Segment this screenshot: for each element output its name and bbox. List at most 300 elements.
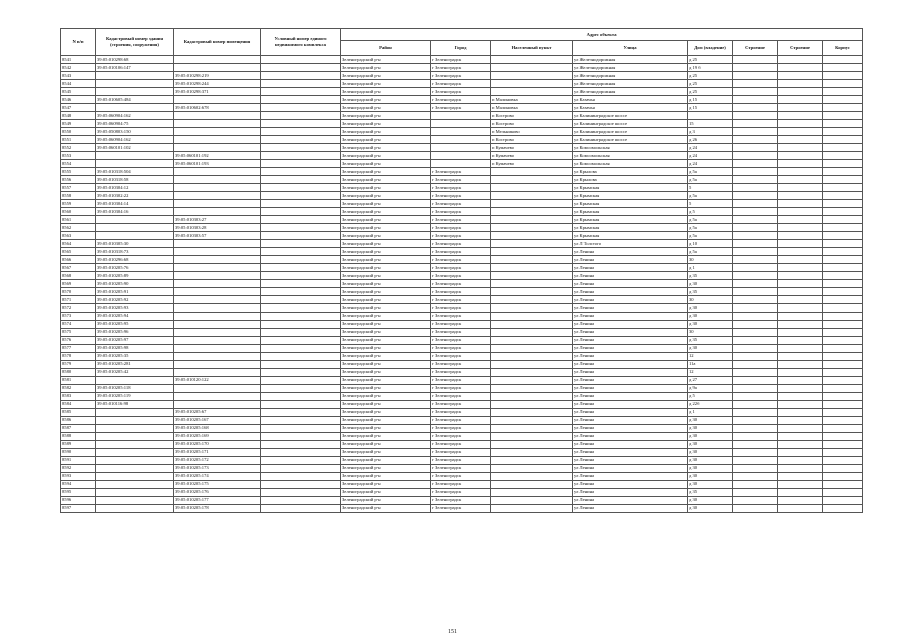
cell-settlement — [491, 256, 573, 264]
cell-empty — [778, 264, 823, 272]
cell-district: Зеленоградский р-н — [341, 104, 431, 112]
cell-empty — [823, 464, 863, 472]
cell-district: Зеленоградский р-н — [341, 392, 431, 400]
cell-settlement — [491, 392, 573, 400]
cell-empty — [733, 312, 778, 320]
cell-empty — [778, 424, 823, 432]
cell-empty — [823, 264, 863, 272]
cell-empty — [778, 448, 823, 456]
cell-cad-building: 39:05:010205:90 — [96, 280, 174, 288]
cell-row-num: 8561 — [61, 216, 96, 224]
cell-row-num: 8558 — [61, 192, 96, 200]
cell-settlement — [491, 504, 573, 512]
cell-house — [688, 112, 733, 120]
cell-empty — [823, 384, 863, 392]
cell-cad-building: 39:05:010116:98 — [96, 400, 174, 408]
cell-cond-complex — [261, 272, 341, 280]
cell-district: Зеленоградский р-н — [341, 192, 431, 200]
cell-empty — [778, 272, 823, 280]
cell-house: д 30 — [688, 424, 733, 432]
cell-street: ул Калининградское шоссе — [573, 136, 688, 144]
cell-cad-room — [174, 96, 261, 104]
cell-street: ул Крылова — [573, 176, 688, 184]
cell-settlement — [491, 224, 573, 232]
cell-empty — [823, 96, 863, 104]
cell-settlement — [491, 80, 573, 88]
cell-row-num: 8587 — [61, 424, 96, 432]
table-row — [61, 312, 863, 320]
cell-row-num: 8578 — [61, 352, 96, 360]
cell-district: Зеленоградский р-н — [341, 144, 431, 152]
cell-district: Зеленоградский р-н — [341, 424, 431, 432]
cell-house: д 26 — [688, 136, 733, 144]
cell-row-num: 8579 — [61, 360, 96, 368]
cell-cad-room: 39:05:010205:175 — [174, 480, 261, 488]
cell-city: г Зеленоградск — [431, 488, 491, 496]
cell-row-num: 8557 — [61, 184, 96, 192]
cell-cad-room — [174, 240, 261, 248]
cell-settlement: п Кострово — [491, 136, 573, 144]
cell-empty — [733, 376, 778, 384]
cell-cond-complex — [261, 112, 341, 120]
cell-district: Зеленоградский р-н — [341, 288, 431, 296]
cell-cond-complex — [261, 440, 341, 448]
cell-empty — [823, 392, 863, 400]
cell-house: д 5а — [688, 248, 733, 256]
cell-street: ул Ленина — [573, 448, 688, 456]
cell-house: д 25 — [688, 56, 733, 64]
table-row — [61, 144, 863, 152]
cell-street: ул Ленина — [573, 384, 688, 392]
cell-empty — [778, 152, 823, 160]
cell-empty — [733, 168, 778, 176]
cell-cad-building: 39:05:010296:68 — [96, 256, 174, 264]
cell-empty — [823, 360, 863, 368]
cell-row-num: 8553 — [61, 152, 96, 160]
cell-cad-building: 39:05:010205:93 — [96, 304, 174, 312]
cell-cond-complex — [261, 344, 341, 352]
cell-cad-building — [96, 216, 174, 224]
cell-cond-complex — [261, 352, 341, 360]
cell-city: г Зеленоградск — [431, 168, 491, 176]
cell-street: ул Калининградское шоссе — [573, 128, 688, 136]
cell-empty — [778, 336, 823, 344]
cell-house: 30 — [688, 328, 733, 336]
table-row — [61, 384, 863, 392]
cell-settlement — [491, 472, 573, 480]
cell-row-num: 8597 — [61, 504, 96, 512]
cell-street: ул Калининградское шоссе — [573, 120, 688, 128]
cell-cond-complex — [261, 424, 341, 432]
cell-district: Зеленоградский р-н — [341, 320, 431, 328]
cell-empty — [823, 200, 863, 208]
cell-cad-building — [96, 376, 174, 384]
cell-city: г Зеленоградск — [431, 280, 491, 288]
cell-settlement — [491, 56, 573, 64]
cell-empty — [823, 192, 863, 200]
table-body — [61, 56, 863, 513]
cell-city: г Зеленоградск — [431, 472, 491, 480]
cell-settlement: п Мельниково — [491, 128, 573, 136]
cell-empty — [823, 112, 863, 120]
cell-house: д 5а — [688, 192, 733, 200]
cell-cad-building: 39:05:010318:58 — [96, 176, 174, 184]
cell-house: д 15 — [688, 96, 733, 104]
cell-city: г Зеленоградск — [431, 320, 491, 328]
cell-empty — [778, 360, 823, 368]
cell-cad-building — [96, 88, 174, 96]
cell-cad-building — [96, 440, 174, 448]
cell-empty — [823, 152, 863, 160]
cell-empty — [823, 376, 863, 384]
cell-empty — [733, 96, 778, 104]
cell-cad-room: 39:05:010205:67 — [174, 408, 261, 416]
cell-empty — [823, 448, 863, 456]
cell-cad-room — [174, 112, 261, 120]
cell-district: Зеленоградский р-н — [341, 80, 431, 88]
cell-cond-complex — [261, 360, 341, 368]
cell-district: Зеленоградский р-н — [341, 360, 431, 368]
cell-empty — [733, 480, 778, 488]
table-row — [61, 168, 863, 176]
cell-row-num: 8582 — [61, 384, 96, 392]
cell-cad-building — [96, 104, 174, 112]
cell-cad-building: 39:05:010205:97 — [96, 336, 174, 344]
cell-settlement — [491, 408, 573, 416]
cell-cond-complex — [261, 88, 341, 96]
cell-cad-room — [174, 64, 261, 72]
cell-cad-room: 39:05:010303:27 — [174, 216, 261, 224]
cell-cad-building: 39:05:010106:147 — [96, 64, 174, 72]
cell-settlement — [491, 336, 573, 344]
cell-city: г Зеленоградск — [431, 216, 491, 224]
table-row — [61, 136, 863, 144]
cell-empty — [733, 384, 778, 392]
cell-settlement — [491, 168, 573, 176]
cell-cad-building — [96, 488, 174, 496]
cell-cad-room — [174, 144, 261, 152]
cell-street: ул Комсомольская — [573, 144, 688, 152]
table-row — [61, 416, 863, 424]
cell-settlement — [491, 240, 573, 248]
cell-empty — [733, 176, 778, 184]
cell-settlement — [491, 192, 573, 200]
cell-city: г Зеленоградск — [431, 440, 491, 448]
cell-district: Зеленоградский р-н — [341, 336, 431, 344]
cell-street: ул Крымская — [573, 232, 688, 240]
cell-house: 5 — [688, 200, 733, 208]
cell-cad-room — [174, 320, 261, 328]
cell-district: Зеленоградский р-н — [341, 88, 431, 96]
table-row — [61, 232, 863, 240]
cell-empty — [823, 408, 863, 416]
cell-district: Зеленоградский р-н — [341, 312, 431, 320]
cell-settlement — [491, 432, 573, 440]
cell-empty — [778, 472, 823, 480]
cell-cond-complex — [261, 128, 341, 136]
cell-cad-building: 39:05:010205:94 — [96, 312, 174, 320]
cell-row-num: 8544 — [61, 80, 96, 88]
cell-empty — [733, 88, 778, 96]
cell-cad-room — [174, 288, 261, 296]
cell-house: д 30 — [688, 440, 733, 448]
cell-street: ул Ленина — [573, 376, 688, 384]
cell-district: Зеленоградский р-н — [341, 328, 431, 336]
cell-empty — [823, 328, 863, 336]
cell-settlement — [491, 304, 573, 312]
cell-city: г Зеленоградск — [431, 480, 491, 488]
cell-row-num: 8567 — [61, 264, 96, 272]
cell-cond-complex — [261, 320, 341, 328]
cell-empty — [733, 56, 778, 64]
cell-empty — [778, 160, 823, 168]
cell-district: Зеленоградский р-н — [341, 352, 431, 360]
cell-district: Зеленоградский р-н — [341, 56, 431, 64]
page-number: 151 — [448, 629, 457, 635]
cell-empty — [778, 192, 823, 200]
cell-city: г Зеленоградск — [431, 456, 491, 464]
cell-house: д 24 — [688, 152, 733, 160]
cell-district: Зеленоградский р-н — [341, 128, 431, 136]
cell-district: Зеленоградский р-н — [341, 400, 431, 408]
cell-empty — [778, 504, 823, 512]
cell-street: ул Ленина — [573, 480, 688, 488]
cell-row-num: 8555 — [61, 168, 96, 176]
cell-empty — [778, 104, 823, 112]
cell-empty — [778, 488, 823, 496]
cell-district: Зеленоградский р-н — [341, 152, 431, 160]
cell-street: ул Ленина — [573, 496, 688, 504]
cell-city: г Зеленоградск — [431, 200, 491, 208]
cell-cond-complex — [261, 488, 341, 496]
cell-empty — [823, 312, 863, 320]
cell-city: г Зеленоградск — [431, 72, 491, 80]
cell-city: г Зеленоградск — [431, 432, 491, 440]
cell-cond-complex — [261, 232, 341, 240]
table-row — [61, 88, 863, 96]
cell-row-num: 8562 — [61, 224, 96, 232]
cell-cad-building — [96, 504, 174, 512]
table-row — [61, 472, 863, 480]
cell-empty — [733, 152, 778, 160]
cell-row-num: 8550 — [61, 128, 96, 136]
cell-row-num: 8571 — [61, 296, 96, 304]
cell-cond-complex — [261, 400, 341, 408]
cell-row-num: 8545 — [61, 88, 96, 96]
cell-house: 12 — [688, 368, 733, 376]
cell-settlement — [491, 496, 573, 504]
cell-cond-complex — [261, 472, 341, 480]
cell-street: ул Ленина — [573, 472, 688, 480]
table-row — [61, 240, 863, 248]
cell-empty — [733, 392, 778, 400]
cell-row-num: 8594 — [61, 480, 96, 488]
cell-district: Зеленоградский р-н — [341, 280, 431, 288]
cell-city: г Зеленоградск — [431, 264, 491, 272]
cell-empty — [823, 176, 863, 184]
cell-cond-complex — [261, 208, 341, 216]
cell-empty — [733, 72, 778, 80]
table-row — [61, 448, 863, 456]
cell-city: г Зеленоградск — [431, 328, 491, 336]
cell-street: ул Железнодорожная — [573, 72, 688, 80]
cell-settlement — [491, 200, 573, 208]
cell-cad-room — [174, 384, 261, 392]
table-row — [61, 248, 863, 256]
cell-row-num: 8568 — [61, 272, 96, 280]
cell-district: Зеленоградский р-н — [341, 488, 431, 496]
cell-cond-complex — [261, 504, 341, 512]
cell-cad-building: 39:05:060904:162 — [96, 112, 174, 120]
cell-district: Зеленоградский р-н — [341, 96, 431, 104]
cell-cond-complex — [261, 160, 341, 168]
header-settlement: Населенный пункт — [491, 41, 573, 56]
cell-cad-room — [174, 360, 261, 368]
cell-empty — [823, 240, 863, 248]
table-row — [61, 400, 863, 408]
cell-city: г Зеленоградск — [431, 104, 491, 112]
cell-district: Зеленоградский р-н — [341, 416, 431, 424]
cell-row-num: 8572 — [61, 304, 96, 312]
cell-city: г Зеленоградск — [431, 248, 491, 256]
cell-district: Зеленоградский р-н — [341, 168, 431, 176]
cell-district: Зеленоградский р-н — [341, 64, 431, 72]
cell-cond-complex — [261, 184, 341, 192]
cell-empty — [733, 216, 778, 224]
cell-settlement — [491, 440, 573, 448]
cell-settlement: п Малиновка — [491, 96, 573, 104]
cell-city: г Зеленоградск — [431, 80, 491, 88]
cell-cond-complex — [261, 72, 341, 80]
cell-city: г Зеленоградск — [431, 504, 491, 512]
cell-empty — [733, 352, 778, 360]
cell-empty — [778, 88, 823, 96]
cell-row-num: 8556 — [61, 176, 96, 184]
cell-city — [431, 112, 491, 120]
cell-empty — [778, 304, 823, 312]
cell-house: д 25 — [688, 88, 733, 96]
cell-district: Зеленоградский р-н — [341, 112, 431, 120]
cell-empty — [823, 128, 863, 136]
table-row — [61, 264, 863, 272]
cell-house: д 30 — [688, 416, 733, 424]
cell-cond-complex — [261, 408, 341, 416]
cell-cad-room: 39:05:010298:219 — [174, 72, 261, 80]
cell-empty — [733, 200, 778, 208]
cell-settlement — [491, 464, 573, 472]
cell-empty — [733, 280, 778, 288]
cell-cad-room — [174, 136, 261, 144]
cell-settlement — [491, 368, 573, 376]
cell-cad-room: 39:05:010602:678 — [174, 104, 261, 112]
cell-settlement — [491, 480, 573, 488]
cell-house: 30 — [688, 256, 733, 264]
table-row — [61, 488, 863, 496]
cell-street: ул Крымская — [573, 192, 688, 200]
cell-settlement: п Кострово — [491, 112, 573, 120]
cell-empty — [778, 392, 823, 400]
cell-house: д 15 — [688, 104, 733, 112]
cell-empty — [733, 184, 778, 192]
cell-house: д 24 — [688, 144, 733, 152]
cell-row-num: 8585 — [61, 408, 96, 416]
cell-empty — [778, 440, 823, 448]
cell-cad-room — [174, 368, 261, 376]
cell-empty — [733, 248, 778, 256]
cell-empty — [823, 88, 863, 96]
cell-row-num: 8551 — [61, 136, 96, 144]
cell-empty — [823, 296, 863, 304]
cell-city — [431, 152, 491, 160]
cell-empty — [778, 56, 823, 64]
cell-city: г Зеленоградск — [431, 368, 491, 376]
cell-empty — [778, 496, 823, 504]
cell-empty — [778, 144, 823, 152]
cell-row-num: 8559 — [61, 200, 96, 208]
table-row — [61, 272, 863, 280]
cell-settlement — [491, 320, 573, 328]
cell-street: ул Ленина — [573, 272, 688, 280]
cell-empty — [823, 232, 863, 240]
cell-street: ул Ленина — [573, 296, 688, 304]
cell-cond-complex — [261, 224, 341, 232]
cell-empty — [778, 480, 823, 488]
cell-cond-complex — [261, 288, 341, 296]
cell-house: д 10 — [688, 240, 733, 248]
cell-settlement: п Кумачево — [491, 160, 573, 168]
cell-cond-complex — [261, 136, 341, 144]
header-address-group: Адрес объекта — [341, 29, 863, 41]
cell-cad-room: 39:05:010205:171 — [174, 448, 261, 456]
cell-cad-room — [174, 272, 261, 280]
cell-street: ул Ленина — [573, 440, 688, 448]
cell-cond-complex — [261, 328, 341, 336]
cell-house: д 35 — [688, 288, 733, 296]
cell-cad-building: 39:05:010304:14 — [96, 200, 174, 208]
cell-cad-building — [96, 224, 174, 232]
cell-empty — [733, 440, 778, 448]
cell-cad-building: 39:05:010205:91 — [96, 288, 174, 296]
cell-cad-room — [174, 400, 261, 408]
cell-empty — [733, 448, 778, 456]
table-row — [61, 216, 863, 224]
cell-row-num: 8546 — [61, 96, 96, 104]
cell-row-num: 8541 — [61, 56, 96, 64]
cell-city: г Зеленоградск — [431, 88, 491, 96]
cell-empty — [778, 208, 823, 216]
header-num: N п/п — [61, 29, 96, 56]
cell-cond-complex — [261, 96, 341, 104]
cell-cond-complex — [261, 240, 341, 248]
cell-cad-room — [174, 184, 261, 192]
cell-empty — [778, 240, 823, 248]
cell-cad-building: 39:05:010205:42 — [96, 368, 174, 376]
cell-district: Зеленоградский р-н — [341, 208, 431, 216]
cell-empty — [733, 232, 778, 240]
cell-cond-complex — [261, 464, 341, 472]
cell-street: ул Крымская — [573, 216, 688, 224]
cell-street: ул Ленина — [573, 504, 688, 512]
table-row — [61, 128, 863, 136]
cell-street: ул Ленина — [573, 264, 688, 272]
cell-cad-building: 39:05:060101:102 — [96, 144, 174, 152]
cell-empty — [823, 72, 863, 80]
cell-empty — [778, 136, 823, 144]
cell-district: Зеленоградский р-н — [341, 136, 431, 144]
cell-city: г Зеленоградск — [431, 232, 491, 240]
cell-settlement: п Кострово — [491, 120, 573, 128]
table-row — [61, 120, 863, 128]
